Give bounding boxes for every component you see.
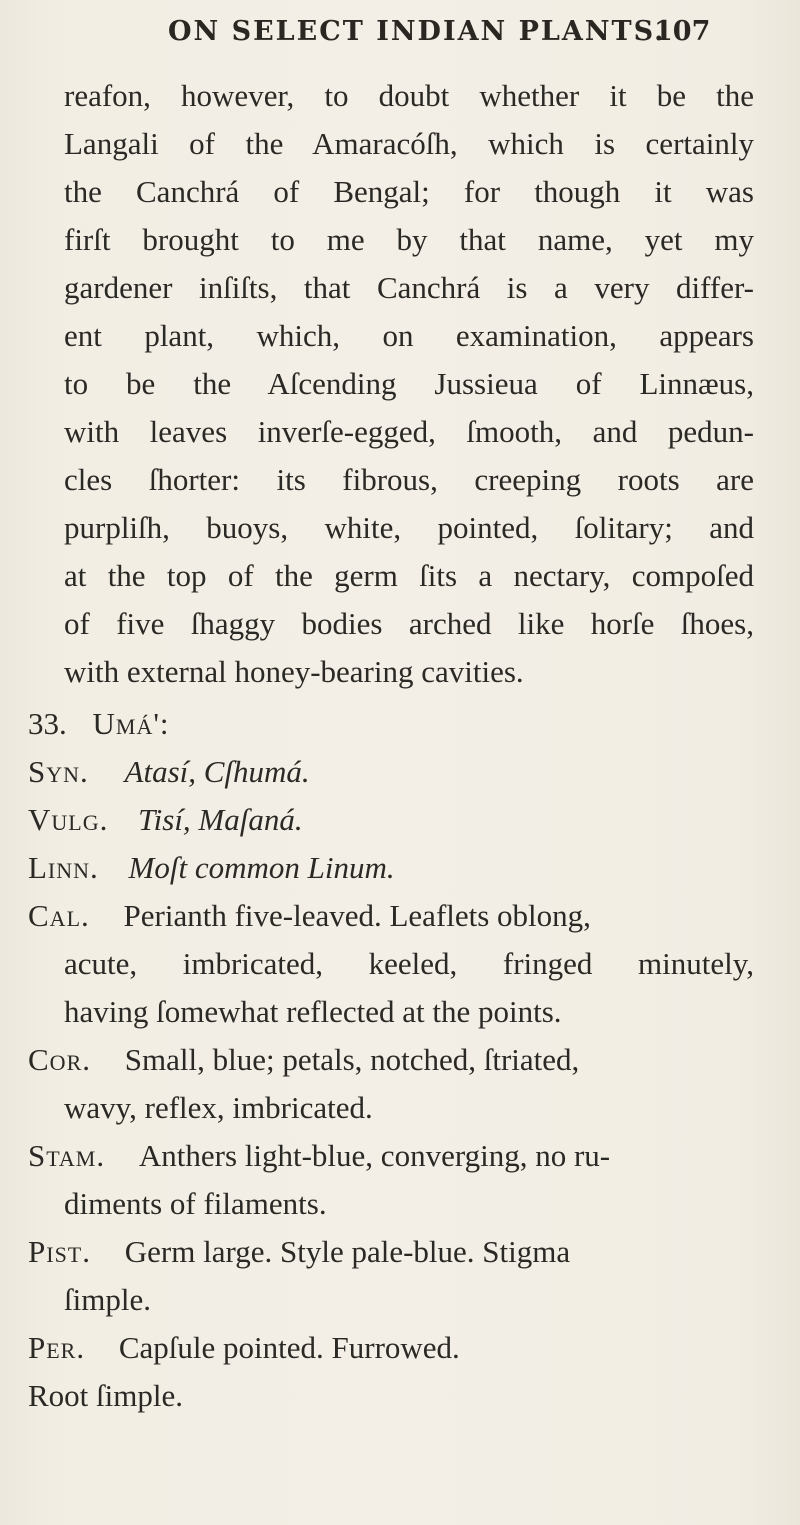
linnaean-name-line bbox=[28, 850, 395, 886]
page-number: 107 bbox=[654, 16, 711, 47]
pericarp-line bbox=[28, 1330, 460, 1366]
cor-text: Small, blue; petals, notched, ſtriated, bbox=[124, 1042, 580, 1077]
stamens-line bbox=[28, 1138, 610, 1174]
syn-label: Syn. bbox=[28, 754, 89, 789]
stam-label: Stam. bbox=[28, 1138, 106, 1173]
entry-number: 33. bbox=[28, 706, 67, 741]
running-head bbox=[0, 16, 800, 56]
linn-text: Moſt common Linum. bbox=[128, 850, 395, 885]
pistil-line: ſimple. bbox=[64, 1282, 151, 1317]
cal-label: Cal. bbox=[28, 898, 90, 933]
paragraph-line: reafon, however, to doubt whether it be the bbox=[64, 78, 754, 113]
paragraph-line: with leaves inverſe-egged, ſmooth, and pedun- bbox=[64, 414, 754, 449]
corolla-line: wavy, reflex, imbricated. bbox=[64, 1090, 373, 1125]
paragraph-line: purpliſh, buoys, white, pointed, ſolitary; and bbox=[64, 510, 754, 545]
syn-text: Atasí, Cſhumá. bbox=[124, 754, 310, 789]
stamens-line: diments of filaments. bbox=[64, 1186, 327, 1221]
paragraph-line: Langali of the Amaracóſh, which is certainly bbox=[64, 126, 754, 161]
paragraph-line: ent plant, which, on examination, appears bbox=[64, 318, 754, 353]
pist-text: Germ large. Style pale-blue. Stigma bbox=[124, 1234, 571, 1269]
calyx-line: having ſomewhat reflected at the points. bbox=[64, 994, 562, 1029]
vulgar-names-line bbox=[28, 802, 303, 838]
vulg-text: Tisí, Maſaná. bbox=[138, 802, 303, 837]
synonyms-line bbox=[28, 754, 310, 790]
paragraph-line: with external honey-bearing cavities. bbox=[64, 654, 524, 689]
calyx-line bbox=[28, 898, 591, 934]
cor-label: Cor. bbox=[28, 1042, 91, 1077]
pistil-line bbox=[28, 1234, 570, 1270]
stam-text: Anthers light-blue, converging, no ru- bbox=[138, 1138, 611, 1173]
running-title: ON SELECT INDIAN PLANTS. bbox=[168, 16, 666, 47]
calyx-line: acute, imbricated, keeled, fringed minutely, bbox=[64, 946, 754, 981]
pist-label: Pist. bbox=[28, 1234, 91, 1269]
corolla-line bbox=[28, 1042, 579, 1078]
vulg-label: Vulg. bbox=[28, 802, 109, 837]
paragraph-line: gardener inſiſts, that Canchrá is a very differ- bbox=[64, 270, 754, 305]
paragraph-line: firſt brought to me by that name, yet my bbox=[64, 222, 754, 257]
paragraph-line: at the top of the germ ſits a nectary, compoſed bbox=[64, 558, 754, 593]
cal-text: Perianth five-leaved. Leaflets oblong, bbox=[123, 898, 591, 933]
paragraph-line: to be the Aſcending Jussieua of Linnæus, bbox=[64, 366, 754, 401]
linn-label: Linn. bbox=[28, 850, 99, 885]
per-label: Per. bbox=[28, 1330, 86, 1365]
entry-name: Umá': bbox=[92, 706, 170, 741]
paragraph-line: of five ſhaggy bodies arched like horſe ſhoes, bbox=[64, 606, 754, 641]
entry-heading bbox=[28, 706, 170, 742]
per-text: Capſule pointed. Furrowed. bbox=[118, 1330, 460, 1365]
paragraph-line: the Canchrá of Bengal; for though it was bbox=[64, 174, 754, 209]
root-line: Root ſimple. bbox=[28, 1378, 183, 1413]
paragraph-line: cles ſhorter: its fibrous, creeping roots are bbox=[64, 462, 754, 497]
